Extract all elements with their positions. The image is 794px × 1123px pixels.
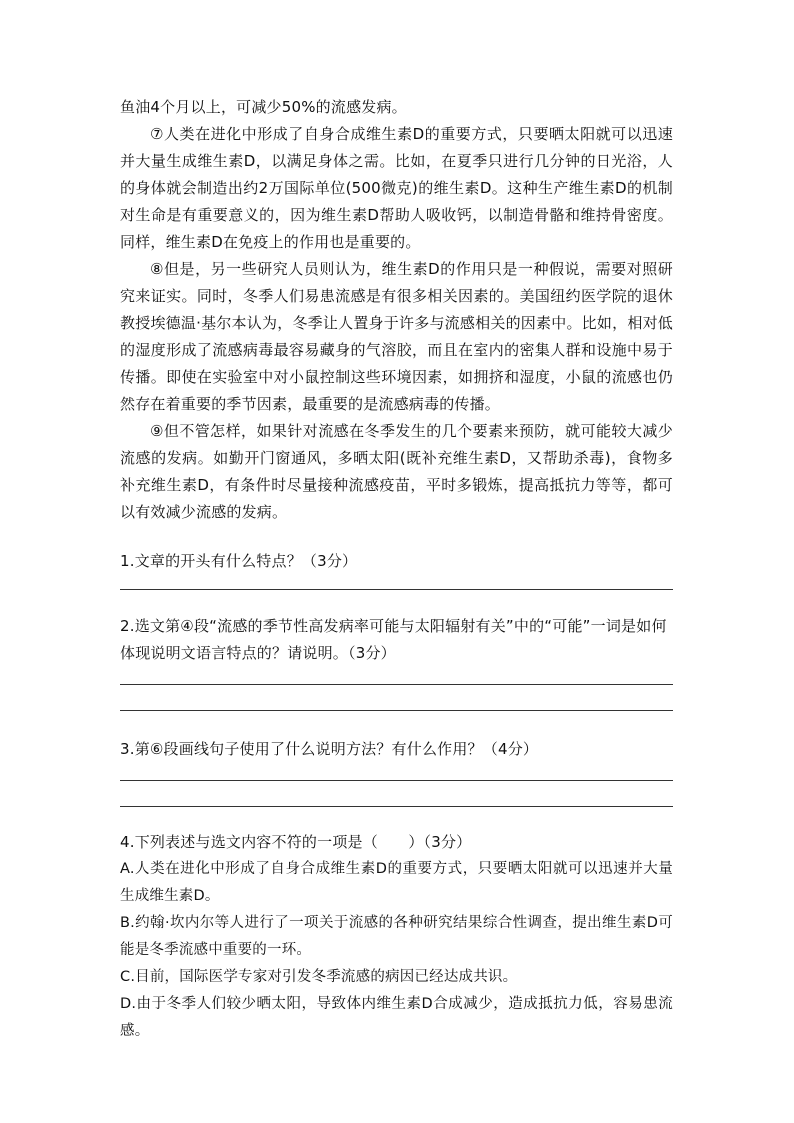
question-4-option-b: B.约翰·坎内尔等人进行了一项关于流感的各种研究结果综合性调查，提出维生素D可能是冬季流感中重要的一环。 — [120, 915, 673, 958]
question-4: 4.下列表述与选文内容不符的一项是（ ）（3分） — [120, 833, 472, 851]
question-4-option-c: C.目前，国际医学专家对引发冬季流感的病因已经达成共识。 — [120, 969, 518, 985]
question-3: 3.第⑥段画线句子使用了什么说明方法？有什么作用？（4分） — [120, 740, 539, 758]
question-4-option-d: D.由于冬季人们较少晒太阳，导致体内维生素D合成减少，造成抵抗力低，容易患流感。 — [120, 996, 673, 1039]
passage-paragraph-9: ⑨但不管怎样，如果针对流感在冬季发生的几个要素来预防，就可能较大减少流感的发病。如勤开门窗通风，多晒太阳(既补充维生素D，又帮助杀毒)，食物多补充维生素D，有条件时尽量接种流感疫苗，平时多锻炼，提高抵抗力等等，都可以有效减少流感的发病。 — [120, 422, 673, 521]
passage-paragraph-7: ⑦人类在进化中形成了自身合成维生素D的重要方式，只要晒太阳就可以迅速并大量生成维生素D，以满足身体之需。比如，在夏季只进行几分钟的日光浴，人的身体就会制造出约2万国际单位(500微克)的维生素D。这种生产维生素D的机制对生命是有重要意义的，因为维生素D帮助人吸收钙，以制造骨骼和维持骨密度。同样，维生素D在免疫上的作用也是重要的。 — [120, 125, 673, 251]
worksheet-content — [120, 94, 673, 1045]
question-2: 2.选文第④段“流感的季节性高发病率可能与太阳辐射有关”中的“可能”一词是如何体现说明文语言特点的？请说明。（3分） — [120, 617, 667, 662]
question-1: 1.文章的开头有什么特点？（3分） — [120, 552, 358, 570]
spacer — [120, 526, 673, 548]
question-4-option-a: A.人类在进化中形成了自身合成维生素D的重要方式，只要晒太阳就可以迅速并大量生成维生素D。 — [120, 861, 673, 904]
passage-paragraph-8: ⑧但是，另一些研究人员则认为，维生素D的作用只是一种假说，需要对照研究来证实。同时，冬季人们易患流感是有很多相关因素的。美国纽约医学院的退休教授埃德温·基尔本认为，冬季让人置身于许多与流感相关的因素中。比如，相对低的湿度形成了流感病毒最容易藏身的气溶胶，而且在室内的密集人群和设施中易于传播。即使在实验室中对小鼠控制这些环境因素，如拥挤和湿度，小鼠的流感也仍然存在着重要的季节因素，最重要的是流感病毒的传播。 — [120, 260, 673, 413]
passage-paragraph-continued: 鱼油4个月以上，可减少50%的流感发病。 — [120, 98, 407, 116]
